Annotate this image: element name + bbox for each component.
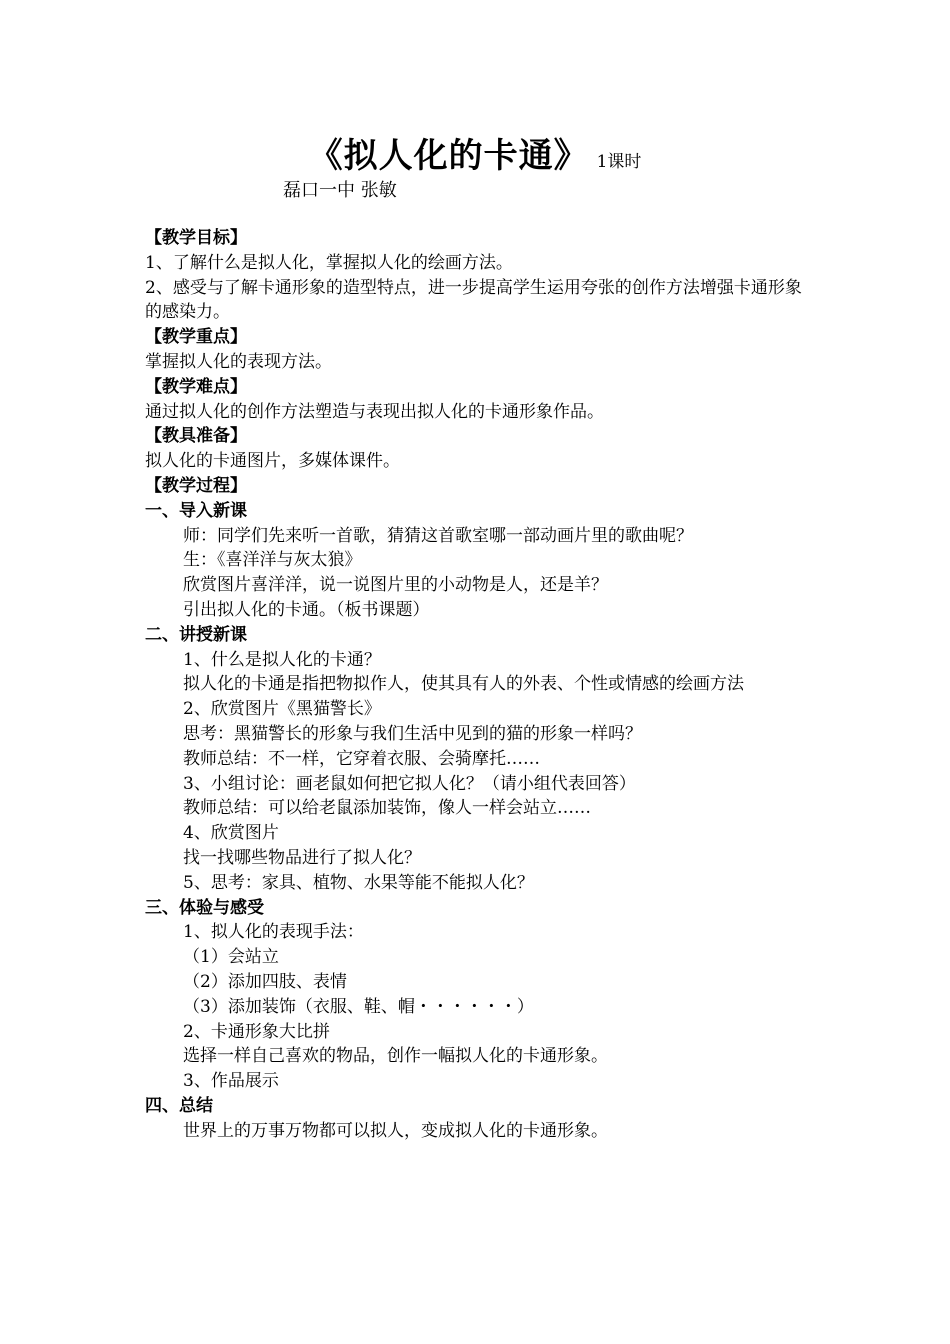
section-line: 2、欣赏图片《黑猫警长》	[183, 699, 381, 720]
materials-heading: 【教具准备】	[145, 426, 247, 447]
section-line: 世界上的万事万物都可以拟人，变成拟人化的卡通形象。	[183, 1120, 608, 1141]
section-line: （1）会站立	[183, 947, 279, 968]
section-line: 教师总结：不一样，它穿着衣服、会骑摩托……	[183, 748, 540, 769]
section-line: 找一找哪些物品进行了拟人化？	[183, 847, 421, 868]
objective-item: 2、感受与了解卡通形象的造型特点，进一步提高学生运用夸张的创作方法增强卡通形象的感染力。	[145, 277, 802, 323]
difficulties-text: 通过拟人化的创作方法塑造与表现出拟人化的卡通形象作品。	[145, 401, 604, 422]
process-heading: 【教学过程】	[145, 475, 247, 496]
section-line: 1、什么是拟人化的卡通？	[183, 649, 381, 670]
section-title: 三、体验与感受	[145, 897, 264, 918]
document-title: 《拟人化的卡通》	[308, 136, 589, 176]
section-title: 四、总结	[145, 1095, 213, 1116]
materials-text: 拟人化的卡通图片，多媒体课件。	[145, 451, 400, 472]
section-line: 2、卡通形象大比拼	[183, 1021, 330, 1042]
section-line: 生：《喜洋洋与灰太狼》	[183, 550, 362, 571]
title-row	[0, 128, 950, 177]
key-points-heading: 【教学重点】	[145, 327, 247, 348]
section-line: 拟人化的卡通是指把物拟作人，使其具有人的外表、个性或情感的绘画方法	[183, 674, 744, 695]
section-line: 选择一样自己喜欢的物品，创作一幅拟人化的卡通形象。	[183, 1046, 608, 1067]
section-line: 4、欣赏图片	[183, 823, 279, 844]
section-line: （3）添加装饰（衣服、鞋、帽・・・・・・）	[183, 996, 534, 1017]
section-line: 1、拟人化的表现手法：	[183, 922, 364, 943]
objectives-heading: 【教学目标】	[145, 228, 247, 248]
section-line: 师：同学们先来听一首歌，猜猜这首歌室哪一部动画片里的歌曲呢？	[183, 525, 693, 546]
section-title: 一、导入新课	[145, 500, 247, 521]
section-line: 3、小组讨论：画老鼠如何把它拟人化？（请小组代表回答）	[183, 773, 636, 794]
section-line: 3、作品展示	[183, 1071, 279, 1092]
section-line: （2）添加四肢、表情	[183, 971, 347, 992]
section-line: 欣赏图片喜洋洋，说一说图片里的小动物是人，还是羊？	[183, 575, 608, 596]
key-points-text: 掌握拟人化的表现方法。	[145, 351, 332, 372]
document-body	[145, 226, 825, 1143]
lesson-hours: 1课时	[596, 152, 642, 172]
difficulties-heading: 【教学难点】	[145, 376, 247, 397]
author-line: 磊口一中 张敏	[283, 180, 397, 201]
objective-item: 1、了解什么是拟人化，掌握拟人化的绘画方法。	[145, 252, 513, 273]
section-title: 二、讲授新课	[145, 624, 247, 645]
section-line: 思考：黑猫警长的形象与我们生活中见到的猫的形象一样吗？	[183, 723, 642, 744]
section-line: 5、思考：家具、植物、水果等能不能拟人化？	[183, 872, 534, 893]
section-line: 引出拟人化的卡通。（板书课题）	[183, 599, 430, 620]
section-line: 教师总结：可以给老鼠添加装饰，像人一样会站立……	[183, 798, 591, 819]
